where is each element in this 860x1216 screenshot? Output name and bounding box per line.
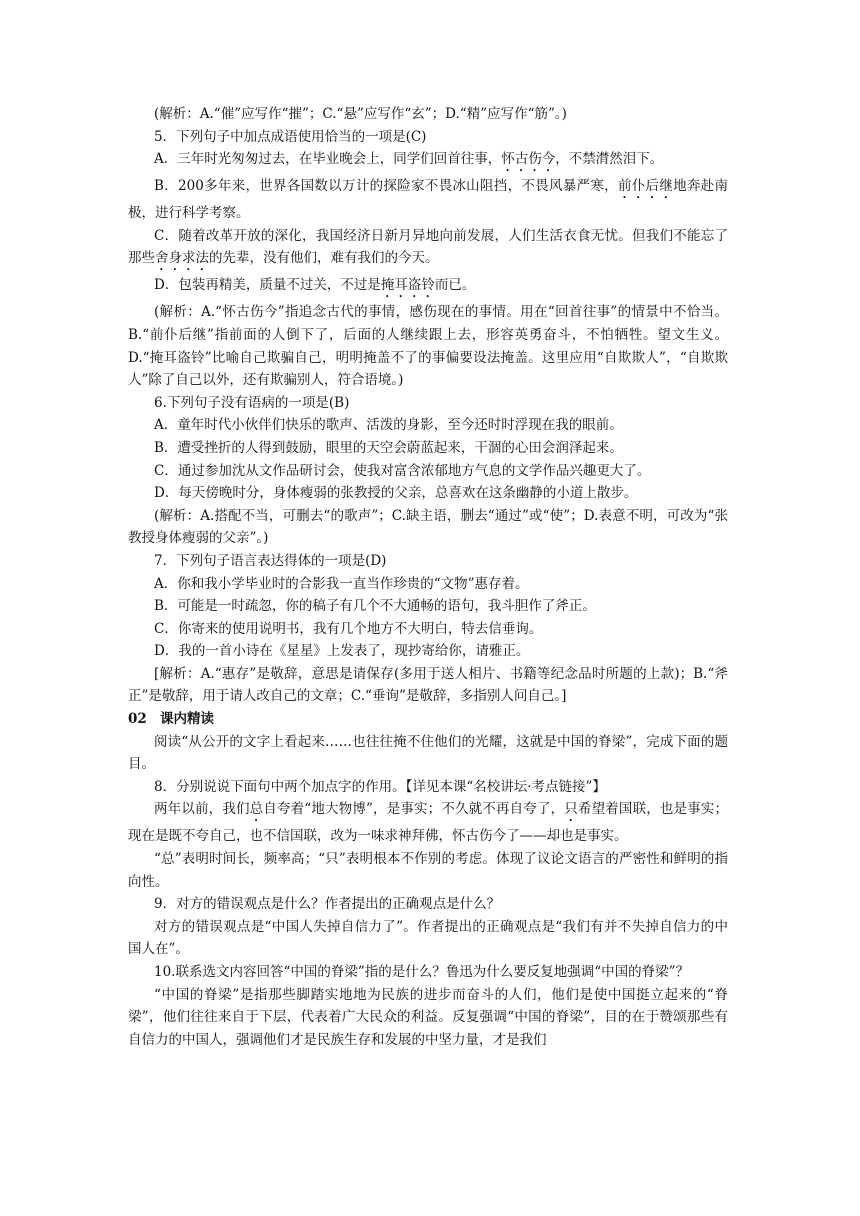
section-number: 02 [128,711,147,728]
q7-analysis: [解析：A.“惠存”是敬辞，意思是请保存(多用于送人相片、书籍等纪念品时所题的上款)；B.“斧正”是敬辞，用于请人改自己的文章；C.“垂询”是敬辞，多指别人问自己。] [128,665,728,705]
q5-stem: 5．下列句子中加点成语使用恰当的一项是(C) [154,128,427,145]
q6-analysis: (解析：A.搭配不当，可删去“的歌声”；C.缺主语，删去“通过”或“使”；D.表意不明，可改为“张教授身体瘦弱的父亲”。) [128,507,728,547]
q10-answer: “中国的脊梁”是指那些脚踏实地地为民族的进步而奋斗的人们，他们是使中国挺立起来的“脊梁”，他们往往来自于下层，代表着广大民众的利益。反复强调“中国的脊梁”，目的在于赞颂那些有自信力的中国人，强调他们才是民族生存和发展的中坚力量，才是我们 [128,986,728,1048]
q6-stem: 6.下列句子没有语病的一项是(B) [154,394,350,411]
q8-answer: “总”表明时间长，频率高；“只”表明根本不作别的考虑。体现了议论文语言的严密性和鲜明的指向性。 [128,851,728,890]
q9-stem: 9．对方的错误观点是什么？作者提出的正确观点是什么？ [154,896,501,913]
q8-stem: 8．分别说说下面句中两个加点字的作用。【详见本课“名校讲坛·考点链接”】 [154,778,606,795]
q7-stem: 7．下列句子语言表达得体的一项是(D) [154,552,387,569]
q6-option-b: B．遭受挫折的人得到鼓励，眼里的天空会蔚蓝起来，干涸的心田会润泽起来。 [154,439,623,456]
q7-option-c: C．你寄来的使用说明书，我有几个地方不大明白，特去信垂询。 [154,620,543,637]
page-content [128,103,728,1051]
dotted-char: 只 [564,801,578,818]
section-title: 课内精读 [160,711,214,728]
option-text: 的先辈，没有他们，难有我们的今天。 [209,250,439,267]
q4-analysis: (解析：A.“催”应写作“摧”；C.“悬”应写作“玄”；D.“精”应写作“筋”。) [154,106,567,122]
q5-option-a [128,148,728,175]
dotted-idiom: 舍身求法 [155,250,209,267]
q7-option-b: B．可能是一时疏忽，你的稿子有几个不大通畅的语句，我斗胆作了斧正。 [154,598,596,615]
q6-option-c: C．通过参加沈从文作品研讨会，使我对富含浓郁地方气息的文学作品兴趣更大了。 [154,462,651,479]
q6-option-a: A．童年时代小伙伴们快乐的歌声、活泼的身影，至今还时时浮现在我的眼前。 [154,417,623,434]
dotted-idiom: 前仆后继 [617,178,674,195]
q5-option-d [128,274,728,301]
dotted-char: 总 [249,801,264,818]
option-text: C．随着改革开放的深化，我国经济日新月异地向前发展，人们生活衣食无忧。但我们不能忘了那些 [128,227,728,267]
q5-analysis: (解析：A.“怀古伤今”指追念古代的事情，感伤现在的事情。用在“回首往事”的情景中不恰当。B.“前仆后继”指前面的人倒下了，后面的人继续跟上去，形容英勇奋斗，不怕牺牲。望文生义。D.“掩耳盗铃”比喻自己欺骗自己，明明掩盖不了的事偏要设法掩盖。这里应用“自欺欺人”，“自欺欺人”除了自己以外，还有欺骗别人，符合语境。) [128,304,728,389]
dotted-idiom: 掩耳盗铃 [380,277,435,294]
quote-text: 自夸着“地大物博”，是事实；不久就不再自夸了， [263,801,565,818]
q5-option-c [128,225,728,275]
q8-quote [128,798,728,848]
q7-option-d: D．我的一首小诗在《星星》上发表了，现抄寄给你，请雅正。 [154,643,530,660]
q9-answer: 对方的错误观点是“中国人失掉自信力了”。作者提出的正确观点是“我们有并不失掉自信力的中国人在”。 [128,918,728,958]
q7-option-a: A．你和我小学毕业时的合影我一直当作珍贵的“文物”惠存着。 [154,575,529,592]
q5-option-b [128,175,728,225]
q6-option-d: D．每天傍晚时分，身体瘦弱的张教授的父亲，总喜欢在这条幽静的小道上散步。 [154,485,638,502]
reading-intro: 阅读“从公开的文字上看起来……也往往掩不住他们的光耀，这就是中国的脊梁”，完成下面的题目。 [128,733,728,773]
quote-text: 两年以前，我们 [154,801,250,818]
option-text: B．200多年来，世界各国数以万计的探险家不畏冰山阻挡，不畏风暴严寒， [154,178,618,195]
dotted-idiom: 怀古伤今 [501,151,556,168]
q10-stem: 10.联系选文内容回答“中国的脊梁”指的是什么？鲁迅为什么要反复地强调“中国的脊梁”？ [154,964,690,980]
option-text: D．包装再精美，质量不过关，不过是 [154,277,381,294]
option-text: ，不禁潸然泪下。 [555,151,664,168]
section-heading [128,708,728,731]
option-text: A．三年时光匆匆过去，在毕业晚会上，同学们回首往事， [154,151,502,168]
option-text: 地奔赴南极，进行科学考察。 [128,178,729,222]
option-text: 而已。 [434,277,476,294]
quote-text: 希望着国联，也是事实；现在是既不夸自己，也不信国联，改为一味求神拜佛，怀古伤今了——却也是事实。 [128,801,729,845]
